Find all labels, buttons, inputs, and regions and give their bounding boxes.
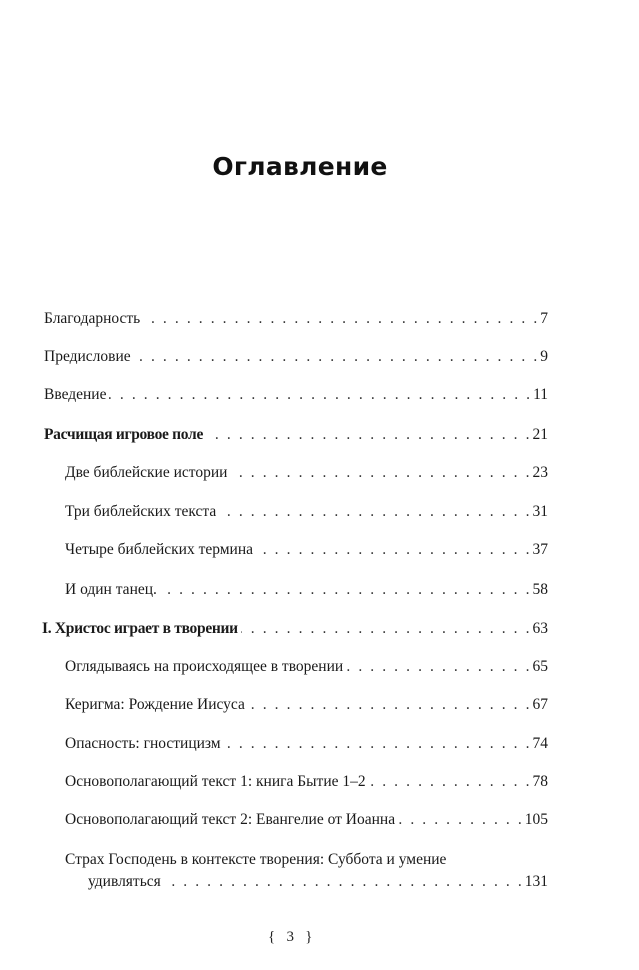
dot-leader bbox=[224, 734, 530, 754]
toc-entry-and-one-dance[interactable] bbox=[65, 580, 548, 600]
toc-entry-title-line-2: удивляться bbox=[88, 873, 161, 890]
dot-leader bbox=[109, 385, 530, 405]
toc-entry-part-1-christ-plays-in-creation[interactable] bbox=[42, 619, 548, 639]
toc-entry-page: 63 bbox=[532, 620, 548, 637]
toc-entry-three-biblical-texts[interactable] bbox=[65, 502, 548, 522]
toc-entry-title: Благодарность bbox=[44, 310, 141, 327]
toc-entry-title: Три библейских текста bbox=[65, 503, 217, 520]
toc-entry-page: 65 bbox=[532, 658, 548, 675]
toc-entry-introduction[interactable] bbox=[44, 385, 548, 405]
toc-entry-page: 67 bbox=[532, 696, 548, 713]
toc-entry-title: Оглядываясь на происходящее в творении bbox=[65, 658, 344, 675]
dot-leader bbox=[134, 347, 538, 367]
page-number-footer bbox=[268, 929, 312, 946]
toc-entry-title: Опасность: гностицизм bbox=[65, 735, 221, 752]
toc-entry-title: Расчищая игровое поле bbox=[44, 426, 204, 443]
toc-entry-acknowledgements[interactable] bbox=[44, 309, 548, 329]
toc-entry-page: 11 bbox=[533, 386, 548, 403]
dot-leader bbox=[369, 772, 530, 792]
toc-entry-danger-gnosticism[interactable] bbox=[65, 734, 548, 754]
dot-leader bbox=[230, 463, 529, 483]
right-brace: } bbox=[305, 929, 313, 945]
toc-entry-title: Предисловие bbox=[44, 348, 131, 365]
dot-leader bbox=[219, 502, 529, 522]
toc-entry-page: 21 bbox=[532, 426, 548, 443]
toc-entry-title: Четыре библейских термина bbox=[65, 541, 254, 558]
toc-entry-page: 105 bbox=[524, 811, 548, 828]
dot-leader bbox=[143, 309, 537, 329]
toc-entry-title: И один танец. bbox=[65, 581, 157, 598]
toc-entry-title: Основополагающий текст 1: книга Бытие 1–2 bbox=[65, 773, 366, 790]
dot-leader bbox=[398, 810, 522, 830]
toc-entry-title: Керигма: Рождение Иисуса bbox=[65, 696, 245, 713]
toc-entry-title: Основополагающий текст 2: Евангелие от Иоанна bbox=[65, 811, 396, 828]
toc-entry-title: Введение bbox=[44, 386, 107, 403]
dot-leader bbox=[346, 657, 529, 677]
toc-entry-page: 131 bbox=[524, 873, 548, 890]
toc-entry-two-biblical-stories[interactable] bbox=[65, 463, 548, 483]
dot-leader bbox=[164, 871, 522, 893]
toc-entry-foundational-text-2[interactable] bbox=[65, 810, 548, 830]
dot-leader bbox=[241, 619, 530, 639]
left-brace: { bbox=[268, 929, 276, 945]
toc-entry-looking-at-creation[interactable] bbox=[65, 657, 548, 677]
toc-entry-page: 23 bbox=[532, 464, 548, 481]
toc-entry-second-line bbox=[65, 871, 548, 893]
page-title: Оглавление bbox=[212, 152, 388, 181]
page-number: 3 bbox=[286, 929, 294, 945]
toc-entry-page: 9 bbox=[540, 348, 548, 365]
toc-entry-title: I. Христос играет в творении bbox=[42, 620, 238, 637]
dot-leader bbox=[206, 425, 529, 445]
toc-entry-fear-of-the-lord[interactable] bbox=[65, 849, 548, 893]
toc-entry-page: 78 bbox=[532, 773, 548, 790]
toc-entry-page: 74 bbox=[532, 735, 548, 752]
toc-entry-clearing-the-playing-field[interactable] bbox=[44, 425, 548, 445]
toc-entry-title-line-1: Страх Господень в контексте творения: Суббота и умение bbox=[65, 851, 447, 868]
dot-leader bbox=[160, 580, 530, 600]
toc-entry-kerygma-birth-of-jesus[interactable] bbox=[65, 695, 548, 715]
toc-entry-title: Две библейские истории bbox=[65, 464, 228, 481]
toc-entry-four-biblical-terms[interactable] bbox=[65, 540, 548, 560]
toc-entry-page: 31 bbox=[532, 503, 548, 520]
toc-entry-page: 58 bbox=[532, 581, 548, 598]
toc-entry-page: 7 bbox=[540, 310, 548, 327]
dot-leader bbox=[256, 540, 529, 560]
dot-leader bbox=[248, 695, 530, 715]
toc-entry-preface[interactable] bbox=[44, 347, 548, 367]
toc-entry-foundational-text-1[interactable] bbox=[65, 772, 548, 792]
toc-entry-page: 37 bbox=[532, 541, 548, 558]
